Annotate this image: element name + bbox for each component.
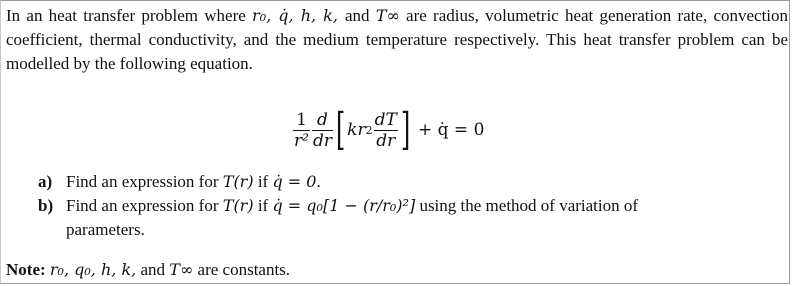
var-k: k, bbox=[323, 6, 346, 25]
intro-paragraph bbox=[6, 4, 788, 76]
left-bracket: [ bbox=[335, 104, 346, 155]
right-bracket: ] bbox=[400, 104, 411, 155]
fraction-dT-over-dr bbox=[374, 110, 398, 151]
note-math2: T∞ bbox=[169, 260, 194, 279]
equation-rhs: + q̇ = 0 bbox=[417, 120, 485, 140]
frac3-num: dT bbox=[374, 109, 397, 130]
fraction-1-over-r2 bbox=[293, 110, 310, 151]
question-b-continuation: parameters. bbox=[66, 220, 145, 239]
question-b-math2: q̇ = q₀[1 − (r/r₀)²] bbox=[272, 196, 416, 215]
var-qdot: q̇, bbox=[278, 6, 301, 25]
question-a-math: T(r) bbox=[222, 172, 254, 191]
note-label: Note: bbox=[6, 260, 46, 279]
var-tinf: T∞ bbox=[375, 6, 400, 25]
question-a-end: . bbox=[316, 172, 321, 191]
note-text-end: are constants. bbox=[193, 260, 291, 279]
question-a bbox=[38, 170, 321, 194]
inner-exponent: 2 bbox=[365, 123, 373, 137]
intro-and: and bbox=[345, 6, 376, 25]
question-b-text3: using the method of variation of bbox=[415, 196, 639, 215]
intro-text: In an heat transfer problem where bbox=[6, 6, 253, 25]
var-h: h, bbox=[300, 6, 324, 25]
question-b-label: b) bbox=[38, 196, 54, 215]
note bbox=[6, 258, 290, 282]
frac2-num: d bbox=[317, 109, 328, 130]
frac3-den: dr bbox=[376, 130, 396, 151]
question-b-text: Find an expression for bbox=[66, 196, 223, 215]
note-and: and bbox=[136, 260, 170, 279]
frac1-num: 1 bbox=[296, 109, 307, 130]
question-b-math: T(r) bbox=[222, 196, 254, 215]
governing-equation bbox=[292, 102, 484, 158]
question-b-text2: if bbox=[253, 196, 273, 215]
question-b bbox=[38, 194, 782, 218]
note-math: r₀, q₀, h, k, bbox=[49, 260, 137, 279]
inner-kr: kr bbox=[347, 120, 366, 140]
question-a-label: a) bbox=[38, 172, 53, 191]
frac1-den: r² bbox=[294, 130, 309, 151]
var-r0: r₀, bbox=[252, 6, 279, 25]
question-a-text: Find an expression for bbox=[66, 172, 223, 191]
question-a-text2: if bbox=[253, 172, 273, 191]
question-a-math2: q̇ = 0 bbox=[272, 172, 317, 191]
fraction-d-over-dr bbox=[312, 110, 333, 151]
intro-text-rest: are radius, volumetric heat generation rate, convection coefficient, thermal conductivity, and the medium temperature respectively. This heat transfer problem can be modelled by the following equation. bbox=[6, 6, 789, 73]
frac2-den: dr bbox=[312, 130, 332, 151]
